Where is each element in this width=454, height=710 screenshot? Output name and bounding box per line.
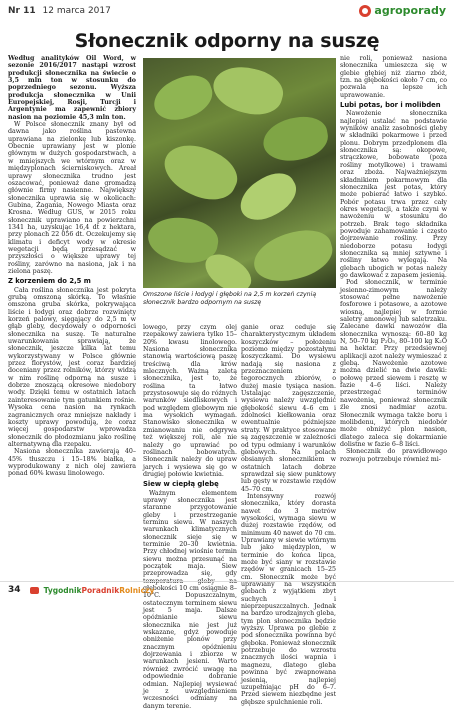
footer-brand[interactable]: [28, 586, 154, 595]
issue-date: 12 marca 2017: [42, 6, 111, 16]
sunflower-seedlings-photo: [143, 58, 336, 288]
column-1: [8, 55, 136, 575]
paragraph: Cała roślina słonecznika jest pokryta grubą omszoną skórką. To właśnie omszona gruba skórka, pokrywająca liście i łodygi oraz dobrze rozwinięty korzeń palowy, sięgający do 2,5 m w głąb gleby, decydowały o odporności słonecznika na suszę. Te naturalne uwarunkowania sprawiają, że słonecznik, jeszcze kilka lat temu wykorzystywany w Polsce głównie przez florystów, jest coraz bardziej doceniany przez rolników, którzy widzą w nim roślinę odporną na susze i dobrze znoszącą okresowe niedobory wody. Dzięki temu w ostatnich latach zainteresowanie tym gatunkiem rośnie. Wysoka cena nasion na rynkach zagranicznych oraz mniejsze nakłady i koszty uprawy powodują, że coraz więcej gospodarstw wprowadza słonecznik do płodozmianu jako roślinę alternatywną dla rzepaku.: [8, 286, 136, 448]
leaf-shape: [260, 113, 331, 166]
column-4: [340, 55, 447, 575]
leaf-shape: [156, 134, 244, 209]
leaf-shape: [248, 223, 336, 288]
leaf-shape: [233, 166, 304, 229]
brand-logo[interactable]: [359, 4, 446, 17]
paragraph: Słonecznik do prawidłowego rozwoju potrzebuje również mi-: [340, 448, 447, 463]
paragraph: nie roli, ponieważ nasiona słonecznika umieszcza się w glebie głębiej niż ziarno zbóż, tzn. na głębokości około 7 cm, co pozwala na lepsze ich uprawowanie.: [340, 55, 447, 99]
column-3: [241, 324, 336, 706]
paragraph: ganie oraz ceduje się charakterystycznym układem koszyczków – położeniu poziomo między pozostałymi koszyczkami. Do wysiewu nadają się nasiona z przeznaczeniem z tegorocznych zbiorów, o dużej masie tysiąca nasion. Ustalając zagęszczenie, wysiewu należy uwzględnić głębokość siewu 4–6 cm i zdolności kiełkowania oraz ewentualnie późniejsze straty. W praktyce stosowane są zagęszczenie w zależności od typu odmiany i warunków glebowych. Na polach obsianych słonecznikiem w ostatnich latach dobrze sprawdzał się siew punktowy lub gęsty w rozstawie rzędów 45–70 cm.: [241, 324, 336, 493]
article-title: Słonecznik odporny na suszę: [74, 30, 380, 52]
brand-mark-icon: [359, 5, 371, 17]
paragraph: Intensywny rozwój słonecznika, który dorasta nawet do 3 metrów wysokości, wymaga siewu w dużej rozstawie rzędów, od minimum 40 nawet do 70 cm. Uprawiany w siewie wtórnym lub jako międzyplon, w terminie do końca lipca, może być siany w rozstawie rzędów w granicach 15–25 cm. Słonecznik może być uprawiany na wszystkich glebach z wyjątkiem zbyt suchych i nieprzepuszczalnych. Jednak na bardzo urodzajnych gleba, tym plon słonecznika będzie wyższy. Uprawa po glebie z pod słonecznika powinna być głęboka. Ponieważ słonecznik potrzebuje do wzrostu znacznych ilości wapnia i magnezu, dlatego gleba powinna być zwapnowana jesienią, najlepiej uzupełniając pH do 6–7. Przed siewem niezbędne jest głębsze spulchnienie roli.: [241, 492, 336, 706]
footer-brand-part: Tygodnik: [43, 586, 82, 595]
paragraph: W Polsce słonecznik znany był od dawna jako roślina pastewna uprawiana na zielonkę lub kiszonkę. Obecnie uprawiany jest w plonie głównym w dużych gospodarstwach, a w mniejszych we wtórnym oraz w międzyplonach ścierniskowych. Areał uprawy słonecznika trudno jest oszacować, ponieważ dane gromadzą głównie firmy nasienne. Największy słonecznika uprawia się w okolicach: Gubina, Żagania, Nowego Miasta oraz Krosna. Według GUS, w 2015 roku słonecznik uprawiano na powierzchni 1341 ha, uzyskując 16,4 dt z hektara, przy plonach 22 056 dt. Oczekujemy się klimatu i deficyt wody w okresie wegetacji będą przesądzać w przyszłości o większe uprawy tej rośliny, zarówno na nasiona, jak i na zielona paszę.: [8, 121, 136, 275]
footer-brand-part: Rolniczy: [119, 586, 155, 595]
footer-brand-part: Poradnik: [81, 586, 120, 595]
page-number: 34: [8, 585, 21, 595]
paragraph: Ważnym elementem uprawy słonecznika jest staranne przygotowanie gleby i przestrzeganie terminu siewu. W naszych warunkach klimatycznych słonecznik sieje się w terminie 20–30 kwietnia. Przy chłodnej wiośnie termin siewu można przesunąć na początek maja. Siew przeprowadza się, gdy temperatura gleby na głębokości 10 cm osiągnie 8–10°C. Dopuszczalnym, ostatecznym terminem siewu jest 5 maja. Dalsze opóźnianie siewu słonecznika nie jest już wskazane, gdyż powoduje obniżenie plonów przy znacznym opóźnieniu dojrzewania i zbiorze w warunkach jesieni. Warto również zwrócić uwagę na odpowiednie dobranie odmian. Najlepiej wysiewać je z uwzględnieniem wczesności odmiany na danym terenie.: [143, 489, 237, 710]
leaf-shape: [148, 69, 218, 127]
page-footer: [0, 581, 454, 600]
column-2: [143, 324, 237, 710]
tractor-icon: [30, 587, 39, 594]
page-header: [0, 0, 454, 24]
paragraph: Pod słonecznik, w terminie jesienno-zimowym należy stosować pełne nawożenie fosforowe i potasowe, a azotowe wiosną, najlepiej w formie saletry amonowej lub saletrzaku. Zalecane dawki nawozów dla słonecznika wynoszą: 60–80 kg N, 50–70 kg P₂O₅, 80–100 kg K₂O na hektar. Przy przedsiewnej aplikacji azot należy wymieszać z glebą. Nawożenie azotowe można dzielić na dwie dawki: połowę przed siewem i resztę w fazie 4–6 liści. Należy przestrzegać terminów nawożenia, ponieważ słonecznik źle znosi nadmiar azotu. Słonecznik wymaga także boru i molibdenu, których niedobór może obniżyć plon nasion, dlatego zaleca się dokarmianie dolistne w fazie 6–8 liści.: [340, 279, 447, 448]
issue-info: [8, 6, 111, 16]
section-heading-soil: Siew w ciepłą glebę: [143, 480, 219, 489]
brand-name: agroporady: [374, 4, 446, 17]
paragraph: Nawożenie słonecznika najlepiej ustalać na podstawie wyników analiz zasobności gleby w składniki pokarmowe i przed plonu. Dobrym przedplonem dla słonecznika są: okopowe, strączkowe, bobowate (poza rośliny motylkowe) i trawami oraz zboża. Najważniejszym składnikiem pokarmowym dla słonecznika jest potas, który może pobierać łatwo i szybko. Pobór potasu trwa przez cały okres wegetacji, a także czyni w nawożeniu w stosunku do potrzeb. Brak tego składnika powoduje zahamowanie i często dojrzewanie rośliny. Przy niedoborze potasu łodygi słonecznika są mniej sztywne i rośliny łatwo wylegają. Na glebach ubogich w potas należy go dawkować z zapasem jesienią.: [340, 110, 447, 279]
section-heading-root: Z korzeniem do 2,5 m: [8, 277, 91, 286]
photo-caption: Omszone liście i łodygi i głęboki na 2,5 m korzeń czynią słonecznik bardzo odpornym na suszę: [143, 291, 317, 306]
issue-number: Nr 11: [8, 6, 36, 16]
leaf-shape: [208, 60, 287, 122]
paragraph: Nasiona słonecznika zawierają 40–45% tłuszczu i 15–18% białka, a wyprodukowany z nich olej zawiera ponad 60% kwasu linolowego.: [8, 448, 136, 478]
article-lead: Według analityków Oil Word, w sezonie 2016/2017 nastąpi wzrost produkcji słonecznika na świecie o 3,5 mln ton w stosunku do poprzedniego sezonu. Wyższa produkcja słonecznika w Unii Europejskiej, Rosji, Turcji i Argentynie ma zapewnić zbiory nasion na poziomie 45,3 mln ton.: [8, 55, 136, 121]
section-heading-boron: Lubi potas, bor i molibden: [340, 101, 441, 110]
paragraph: lowego, przy czym olej rzepakowy zawiera tylko 15–20% kwasu linolowego. Nasiona słonecznika stanowią wartościową paszę treściwą dla krów mlecznych. Ważną zaletą słonecznika, jest to, że roślina ta łatwo przystosowuje się do różnych warunków siedliskowych i pod względem glebowym nie ma wysokich wymagań. Stanowisko słonecznika w zmianowaniu nie odgrywa też większej roli, ale nie należy go uprawiać po roślinach bobowatych. Słonecznik należy do upraw jarych i wysiewa się go w drugiej połowie kwietnia.: [143, 324, 237, 478]
